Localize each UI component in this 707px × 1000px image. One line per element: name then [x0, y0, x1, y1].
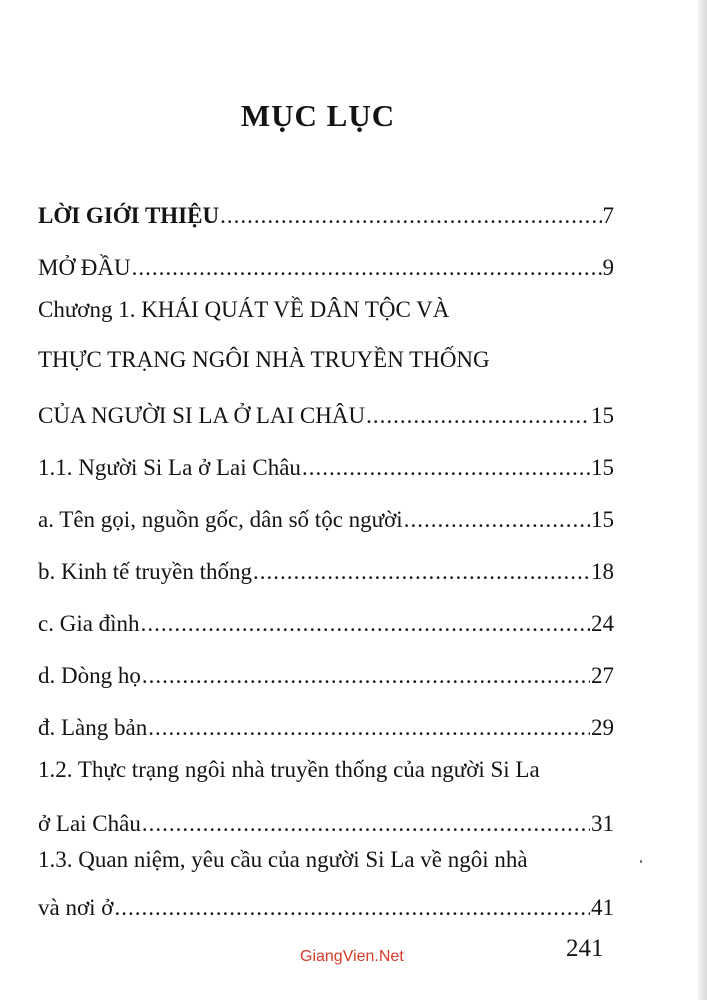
toc-entry-page: 41 — [591, 895, 614, 920]
toc-entry-text: 1.1. Người Si La ở Lai Châu — [38, 455, 301, 480]
toc-entry-text: d. Dòng họ — [38, 663, 141, 688]
dot-leader — [114, 894, 590, 922]
dot-leader — [404, 506, 590, 534]
toc-entry-text: THỰC TRẠNG NGÔI NHÀ TRUYỀN THỐNG — [38, 347, 490, 372]
toc-entry-page: 15 — [591, 507, 614, 532]
toc-entry-text: Chương 1. KHÁI QUÁT VỀ DÂN TỘC VÀ — [38, 297, 450, 322]
toc-entry-page: 18 — [591, 559, 614, 584]
toc-entry-page: 29 — [591, 715, 614, 740]
toc-entry-text: 1.2. Thực trạng ngôi nhà truyền thống của người Si La — [38, 757, 540, 782]
toc-entry-text: MỞ ĐẦU — [38, 255, 131, 280]
scan-speck — [640, 860, 642, 863]
page-number: 241 — [566, 935, 604, 962]
toc-entry-page: 24 — [591, 611, 614, 636]
toc-entry-text: a. Tên gọi, nguồn gốc, dân số tộc người — [38, 507, 403, 532]
toc-entry-page: 9 — [602, 255, 614, 280]
toc-entry-page: 15 — [591, 455, 614, 480]
toc-entry-text: b. Kinh tế truyền thống — [38, 559, 252, 584]
watermark-text: GiangVien.Net — [300, 948, 404, 965]
toc-entry — [38, 552, 614, 586]
dot-leader — [220, 202, 601, 230]
toc-entry-page: 15 — [591, 403, 614, 428]
toc-entry-text: CỦA NGƯỜI SI LA Ở LAI CHÂU — [38, 403, 366, 428]
toc-entry-text: đ. Làng bản — [38, 715, 148, 740]
dot-leader — [142, 662, 590, 690]
toc-entry — [38, 500, 614, 534]
toc-entry-continued — [38, 846, 614, 880]
toc-entry-text: 1.3. Quan niệm, yêu cầu của người Si La về ngôi nhà — [38, 847, 528, 872]
toc-entry-text: LỜI GIỚI THIỆU — [38, 203, 220, 228]
dot-leader — [142, 810, 590, 838]
dot-leader — [253, 558, 590, 586]
toc-entry — [38, 656, 614, 690]
toc-entry — [38, 604, 614, 638]
dot-leader — [132, 254, 602, 282]
dot-leader — [148, 714, 590, 742]
toc-entry — [38, 804, 614, 838]
toc-entry — [38, 448, 614, 482]
toc-entry — [38, 248, 614, 282]
dot-leader — [366, 402, 590, 430]
toc-entry — [38, 196, 614, 230]
toc-entry-page: 27 — [591, 663, 614, 688]
toc-entry — [38, 888, 614, 922]
toc-entry-page: 31 — [591, 811, 614, 836]
toc-entry-continued — [38, 756, 614, 790]
toc-entry-continued — [38, 346, 614, 380]
page-title: MỤC LỤC — [240, 98, 396, 133]
toc-entry-text: c. Gia đình — [38, 611, 140, 636]
dot-leader — [141, 610, 590, 638]
toc-entry — [38, 708, 614, 742]
toc-entry — [38, 396, 614, 430]
toc-entry-text: và nơi ở — [38, 895, 114, 920]
toc-entry-text: ở Lai Châu — [38, 811, 141, 836]
toc-entry-page: 7 — [602, 203, 614, 228]
toc-entry-continued — [38, 296, 614, 330]
dot-leader — [302, 454, 590, 482]
